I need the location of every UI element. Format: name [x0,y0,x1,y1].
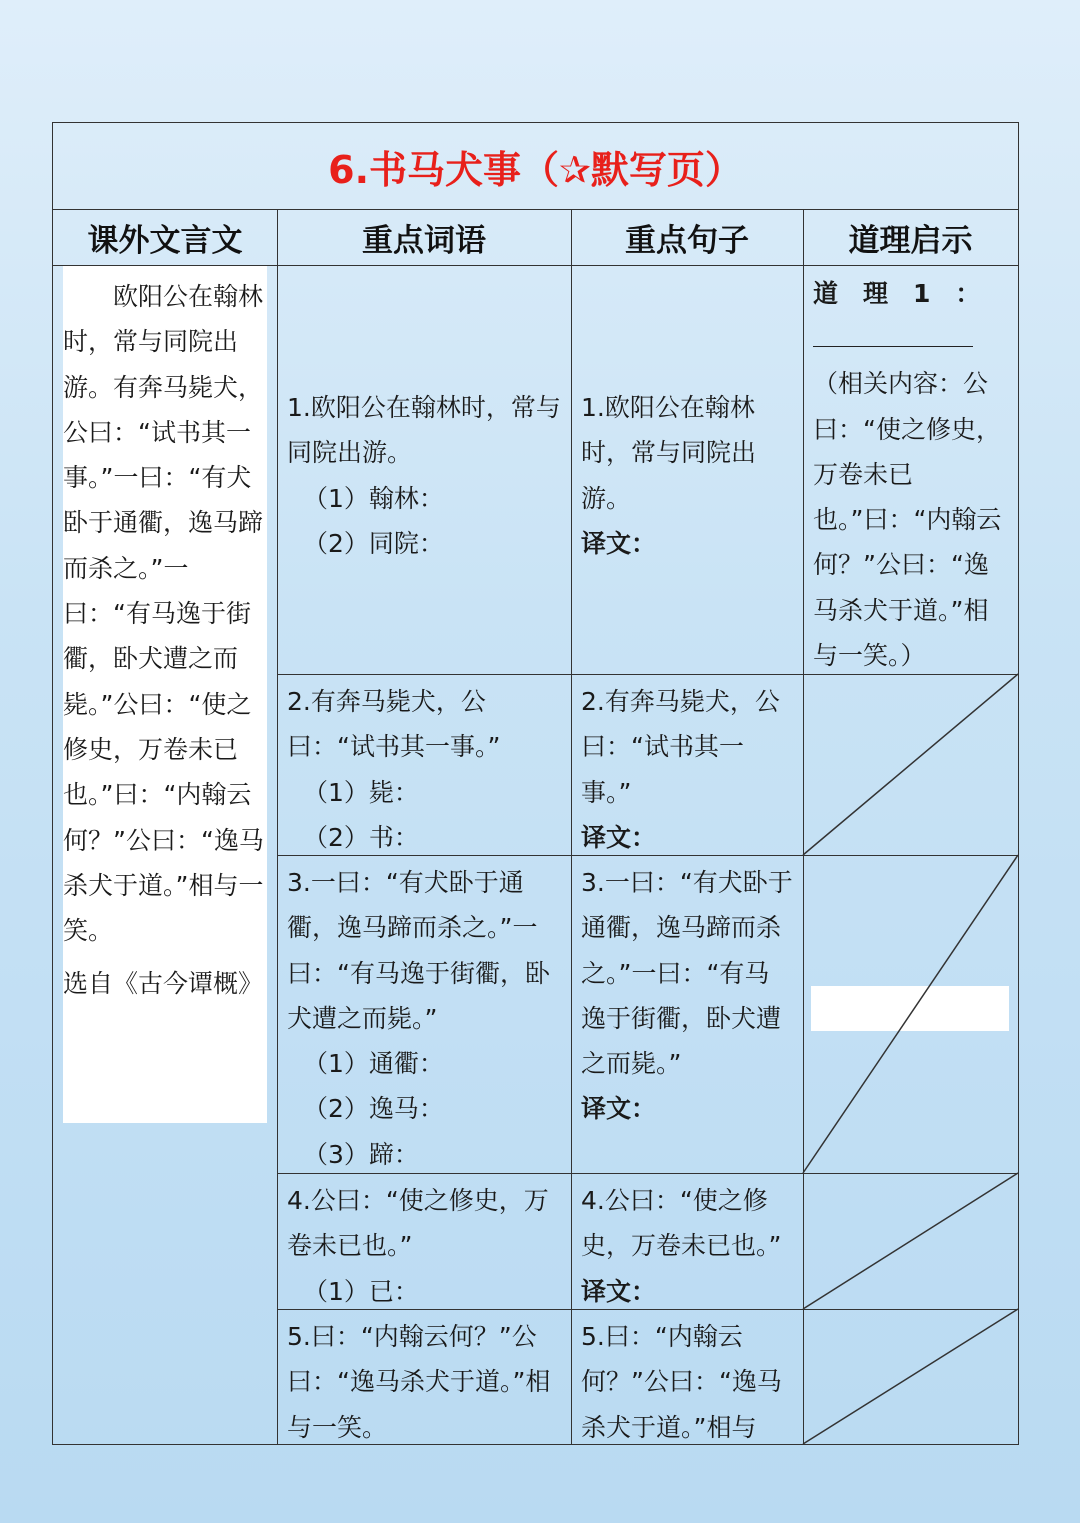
words-sentence: 1.欧阳公在翰林时，常与同院出游。 [287,393,561,468]
words-sentence: 3.一曰：“有犬卧于通衢，逸马蹄而杀之。”一曰：“有马逸于街衢，卧犬遭之而毙。” [287,868,550,1033]
diagonal-line [803,674,1018,855]
translation-label: 译文： [581,1276,657,1306]
key-sentence: 1.欧阳公在翰林时，常与同院出游。 [581,393,757,513]
header-lesson: 道理启示 [803,209,1018,266]
key-sentence: 4.公曰：“使之修史，万卷未已也。” [581,1186,782,1261]
diagonal-lines [53,123,1020,1446]
translation-label: 译文： [581,528,657,558]
words-sentence: 2.有奔马毙犬，公曰：“试书其一事。” [287,687,501,762]
page-title: 6.书马犬事（✰默写页） [53,123,1018,210]
words-sentence: 5.曰：“内翰云何？”公曰：“逸马杀犬于道。”相与一笑。 [287,1322,551,1442]
words-sentence: 4.公曰：“使之修史，万卷未已也。” [287,1186,549,1261]
worksheet-table [52,122,1019,1445]
original-text-body: 欧阳公在翰林时，常与同院出游。有奔马毙犬，公曰：“试书其一事。”一曰：“有犬卧于通衢，逸马蹄而杀之。”一曰：“有马逸于街衢，卧犬遭之而毙。”公曰：“使之修史，万卷未已也。”曰：“内翰云何？”公曰：“逸马杀犬于道。”相与一笑。 [63,282,264,946]
word-item: （2）书： [303,822,419,852]
header-key-sentences: 重点句子 [571,209,803,266]
word-item: （1）毙： [303,777,419,807]
diagonal-line [803,855,1018,1173]
lesson-related: （相关内容：公曰：“使之修史，万卷未已也。”曰：“内翰云何？”公曰：“逸马杀犬于道。”相与一笑。） [813,369,1002,671]
key-sentence: 2.有奔马毙犬，公曰：“试书其一事。” [581,687,780,807]
word-item: （1）通衢： [303,1049,444,1079]
word-item: （1）翰林： [303,483,444,513]
key-sentence: 5.曰：“内翰云何？”公曰：“逸马杀犬于道。”相与 [581,1322,782,1442]
translation-label: 译文： [581,822,657,852]
translation-label: 译文： [581,1094,657,1124]
lesson-label: 道 理 1 ： [813,279,981,308]
diagonal-line [803,1309,1018,1444]
word-item: （1）已： [303,1276,419,1306]
header-original-text: 课外文言文 [53,209,277,266]
word-item: （3）蹄： [303,1139,419,1169]
key-sentence: 3.一曰：“有犬卧于通衢，逸马蹄而杀之。”一曰：“有马逸于街衢，卧犬遭之而毙。” [581,868,793,1079]
diagonal-line [803,1173,1018,1309]
header-key-words: 重点词语 [277,209,571,266]
word-item: （2）逸马： [303,1094,444,1124]
original-text-source: 选自《古今谭概》 [63,969,264,999]
word-item: （2）同院： [303,528,444,558]
